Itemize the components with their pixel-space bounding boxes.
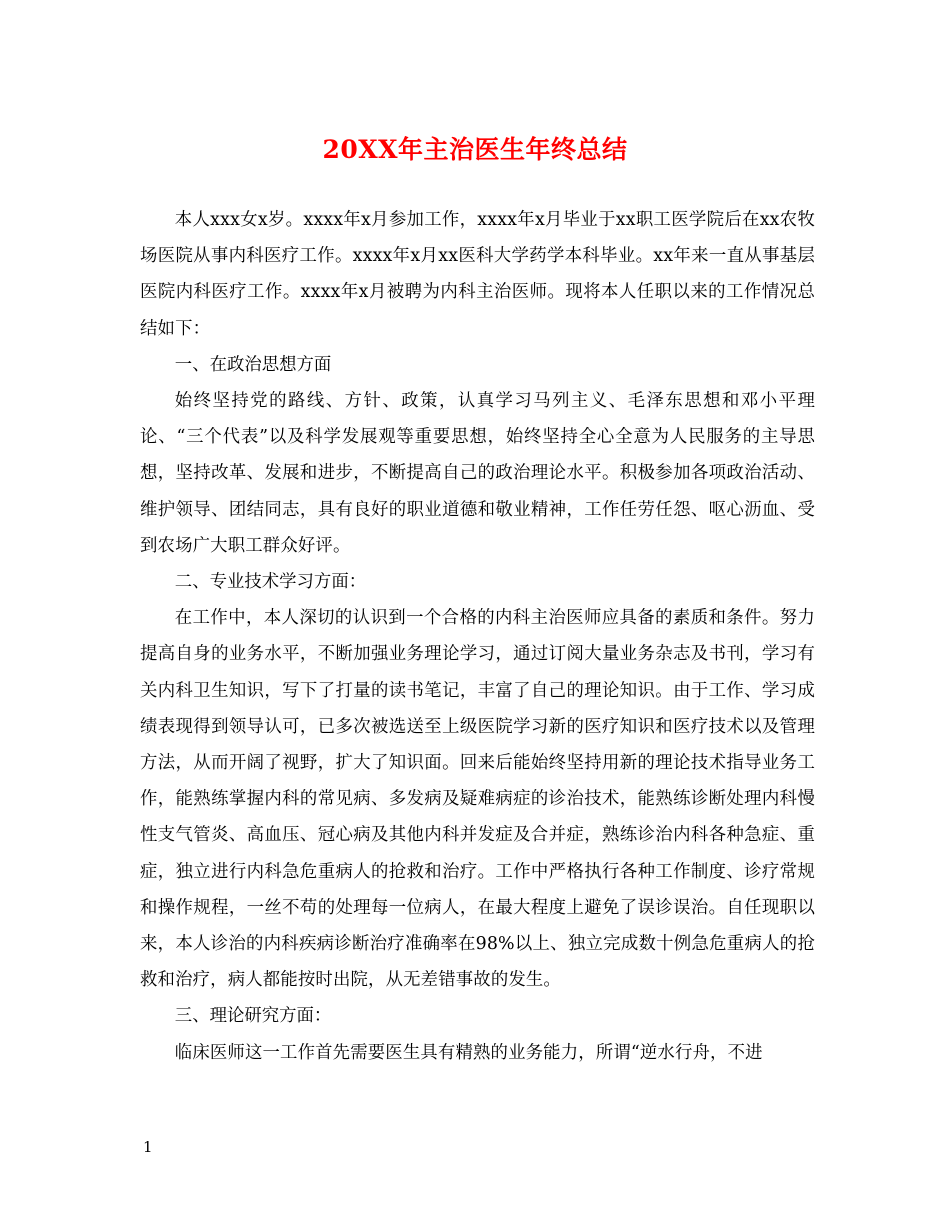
section-heading-professional: 二、专业技术学习方面： [174,572,367,593]
professional-paragraph: 在工作中，本人深切的认识到一个合格的内科主治医师应具备的素质和条件。努力提高自身的业务水平，不断加强业务理论学习，通过订阅大量业务杂志及书刊，学习有关内科卫生知识，写下了打量的读书笔记，丰富了自己的理论知识。由于工作、学习成绩表现得到领导认可，已多次被选送至上级医院学习新的医疗知识和医疗技术以及管理方法，从而开阔了视野，扩大了知识面。回来后能始终坚持用新的理论技术指导业务工作，能熟练掌握内科的常见病、多发病及疑难病症的诊治技术，能熟练诊断处理内科慢性支气管炎、高血压、冠心病及其他内科并发症及合并症，熟练诊治内科各种急症、重症，独立进行内科急危重病人的抢救和治疗。工作中严格执行各种工作制度、诊疗常规和操作规程，一丝不苟的处理每一位病人，在最大程度上避免了误诊误治。自任现职以来，本人诊治的内科疾病诊断治疗准确率在98%以上、独立完成数十例急危重病人的抢救和治疗，病人都能按时出院，从无差错事故的发生。 [140,608,815,991]
page-number: 1 [143,1138,153,1156]
section-heading-political: 一、在政治思想方面 [174,354,332,375]
document-title: 20XX年主治医生年终总结 [322,135,628,164]
section-heading-theory: 三、理论研究方面： [174,1006,332,1027]
political-paragraph: 始终坚持党的路线、方针、政策，认真学习马列主义、毛泽东思想和邓小平理论、“三个代表”以及科学发展观等重要思想，始终坚持全心全意为人民服务的主导思想，坚持改革、发展和进步，不断提高自己的政治理论水平。积极参加各项政治活动、维护领导、团结同志，具有良好的职业道德和敬业精神，工作任劳任怨、呕心沥血、受到农场广大职工群众好评。 [140,391,815,556]
theory-paragraph: 临床医师这一工作首先需要医生具有精熟的业务能力，所谓“逆水行舟，不进 [174,1042,763,1063]
document-body [140,202,815,1071]
intro-paragraph: 本人xxx女x岁。xxxx年x月参加工作，xxxx年x月毕业于xx职工医学院后在xx农牧场医院从事内科医疗工作。xxxx年x月xx医科大学药学本科毕业。xx年来一直从事基层医院内科医疗工作。xxxx年x月被聘为内科主治医师。现将本人任职以来的工作情况总结如下： [140,210,815,339]
